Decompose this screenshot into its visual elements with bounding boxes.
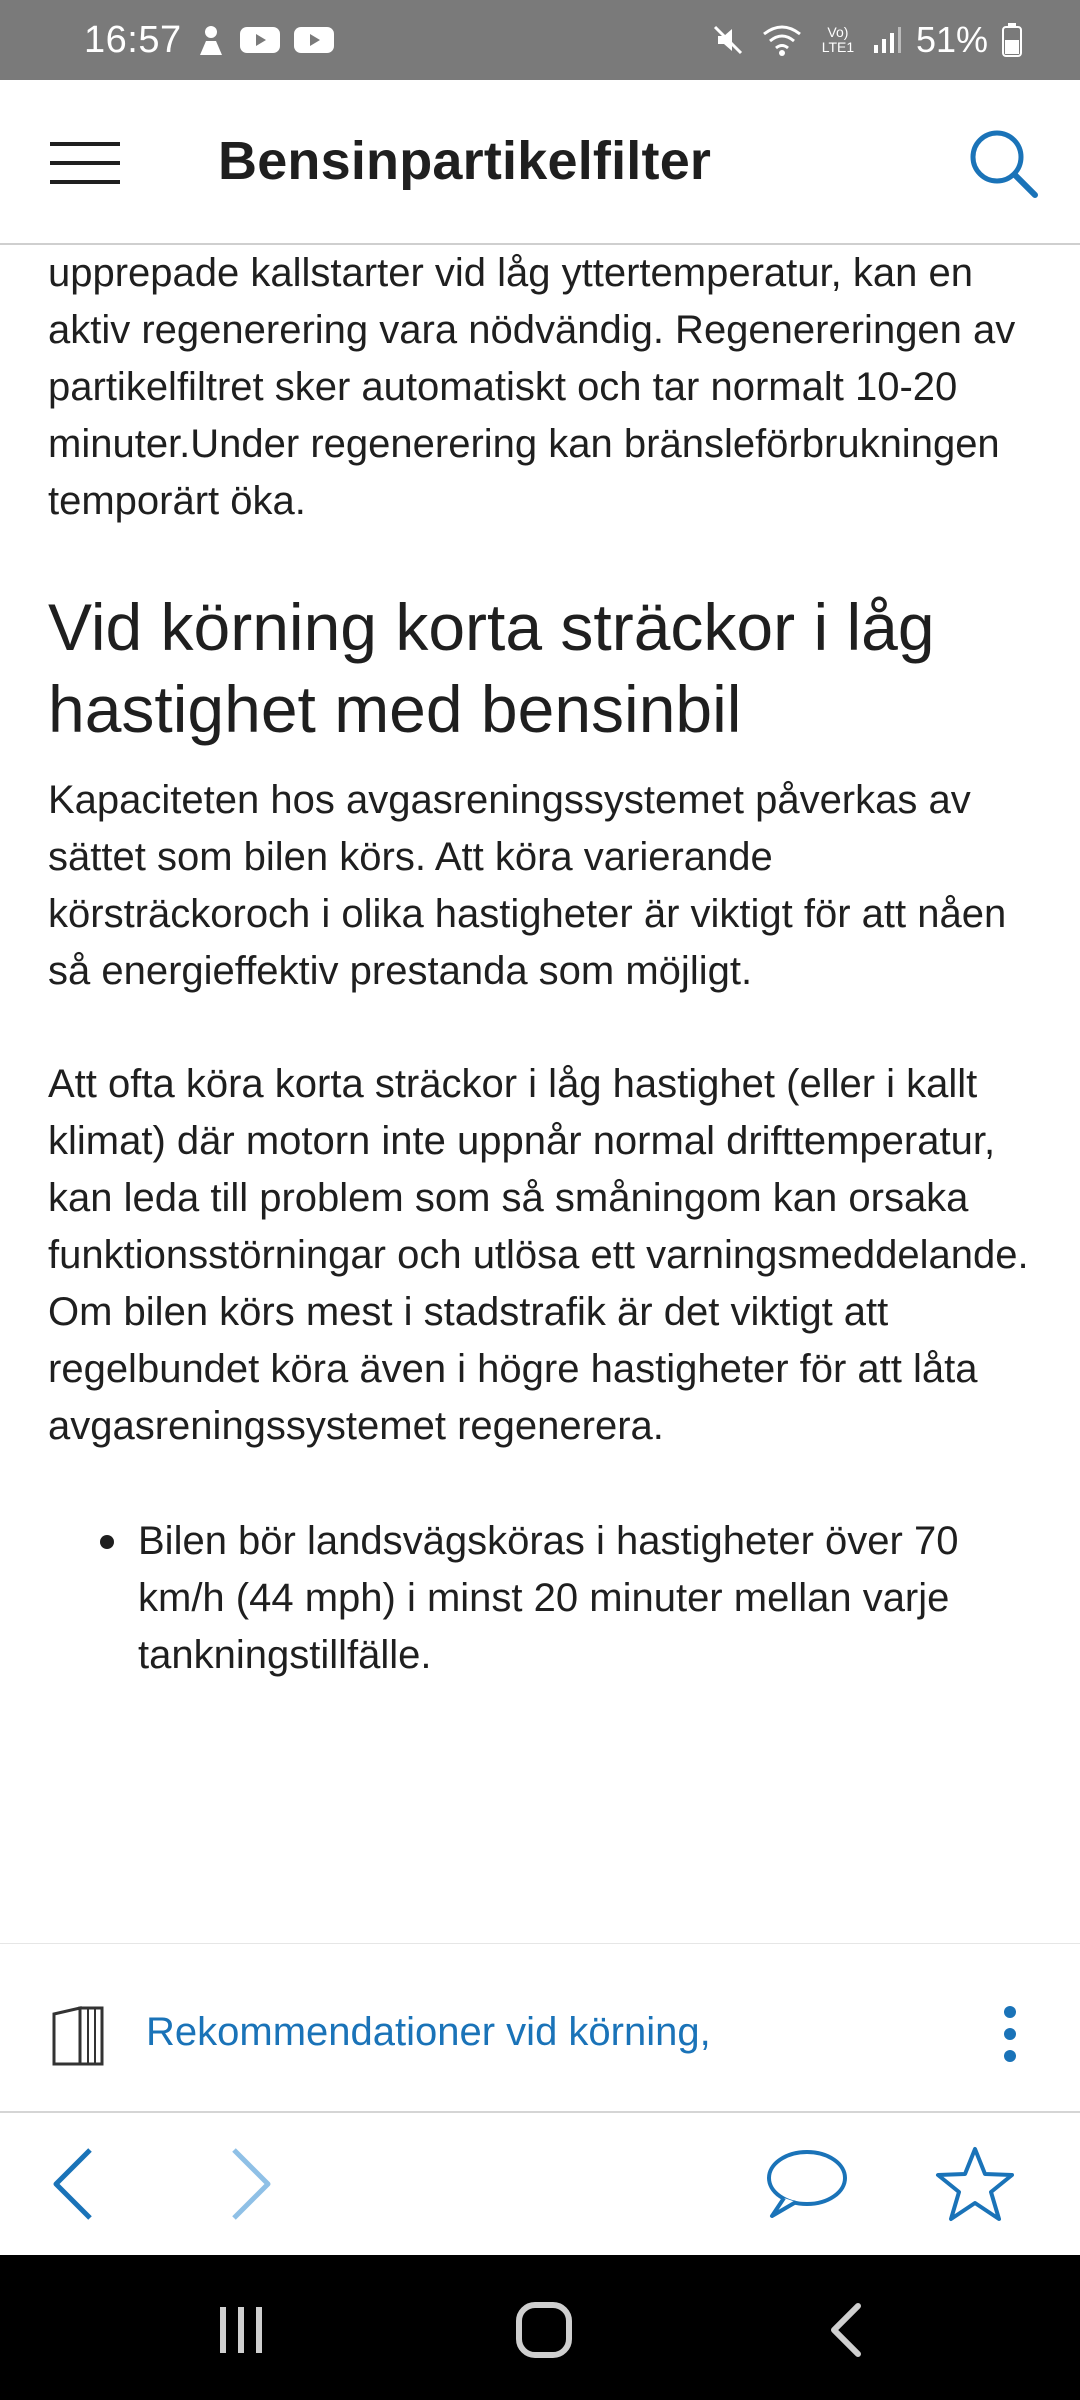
notification-icon (196, 23, 226, 57)
bullet-list (48, 1513, 1038, 1684)
more-vertical-icon (1004, 2028, 1016, 2040)
home-icon (514, 2300, 574, 2360)
status-time: 16:57 (84, 18, 182, 61)
bullet-dot (100, 1535, 114, 1549)
paragraph-2: Att ofta köra korta sträckor i låg hastighet (eller i kallt klimat) där motorn inte uppnår normal drifttemperatur, kan leda till problem som så småningom kan orsaka funktionsstörningar och utlösa ett varningsmeddelande. Om bilen körs mest i stadstrafik är det viktigt att regelbundet köra även i högre hastigheter för att låta avgasreningssystemet regenerera. (48, 1062, 1029, 1448)
more-vertical-icon (1004, 2006, 1016, 2018)
intro-paragraph: upprepade kallstarter vid låg yttertemperatur, kan en aktiv regenerering vara nödvändig. Regenereringen av partikelfiltret sker automatiskt och tar normalt 10-20 minuter.Under regenerering kan bränsleförbrukningen temporärt öka. (48, 251, 1016, 523)
chapter-link[interactable]: Rekommendationer vid körning, (146, 2010, 711, 2054)
chevron-left-icon (48, 2144, 98, 2224)
chapter-bar (0, 1943, 1080, 2113)
more-options-button[interactable] (980, 1994, 1040, 2074)
status-right (710, 19, 1022, 61)
hamburger-menu-icon (50, 140, 120, 186)
paragraph-1: Kapaciteten hos avgasreningssystemet påverkas av sättet som bilen körs. Att köra varierande körsträckoroch i olika hastigheter är viktigt för att nåen så energieffektiv prestanda som möjligt. (48, 778, 1007, 993)
more-vertical-icon (1004, 2050, 1016, 2062)
system-nav-bar (0, 2255, 1080, 2400)
favorite-button[interactable] (930, 2139, 1020, 2229)
home-button[interactable] (494, 2290, 594, 2370)
book-icon (50, 2004, 106, 2068)
recent-apps-button[interactable] (192, 2290, 292, 2370)
status-bar (0, 0, 1080, 80)
mute-icon (710, 22, 746, 58)
section-heading: Vid körning korta sträckor i låg hastighet med bensinbil (48, 590, 935, 746)
status-left (84, 19, 334, 62)
battery-percent: 51% (915, 19, 988, 60)
menu-button[interactable] (40, 128, 130, 198)
article-content (48, 245, 1038, 1945)
next-page-button[interactable] (206, 2139, 296, 2229)
bottom-toolbar (0, 2113, 1080, 2255)
signal-icon (872, 25, 902, 55)
youtube-icon (240, 25, 280, 55)
youtube-icon (294, 25, 334, 55)
app-header (0, 80, 1080, 245)
lte-label: Vo) LTE1 (821, 24, 855, 55)
star-outline-icon (934, 2145, 1016, 2223)
page-title: Bensinpartikelfilter (218, 131, 712, 191)
previous-page-button[interactable] (28, 2139, 118, 2229)
wifi-icon (760, 22, 804, 58)
search-button[interactable] (958, 118, 1048, 208)
list-item (138, 1513, 1038, 1684)
chevron-right-icon (226, 2144, 276, 2224)
search-icon (966, 126, 1040, 200)
comment-bubble-icon (762, 2146, 848, 2222)
battery-icon (1002, 23, 1022, 57)
system-back-button[interactable] (796, 2290, 896, 2370)
back-arrow-icon (826, 2302, 866, 2358)
list-item-text: Bilen bör landsvägsköras i hastigheter över 70 km/h (44 mph) i minst 20 minuter mellan varje tankningstillfälle. (138, 1519, 959, 1677)
comment-button[interactable] (760, 2139, 850, 2229)
recent-apps-icon (216, 2305, 268, 2355)
